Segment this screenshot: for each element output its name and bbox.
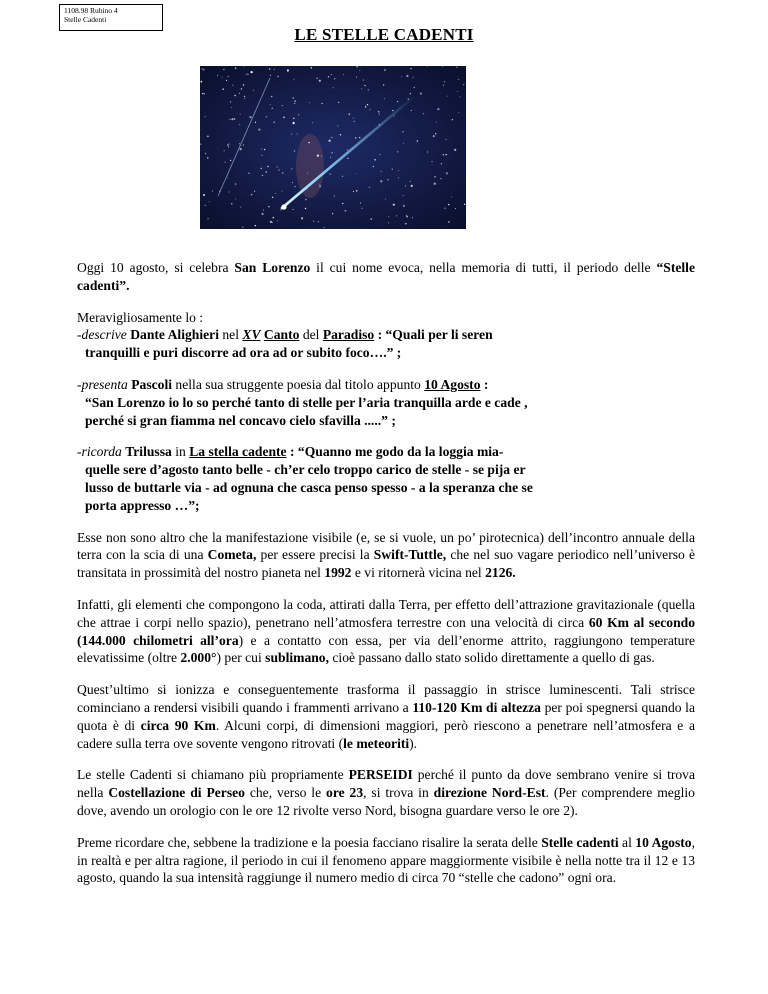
- star: [451, 196, 452, 197]
- star: [401, 76, 402, 77]
- pascoli-verse-1: “San Lorenzo io lo so perché tanto di stelle per l’aria tranquilla arde e cade ,: [85, 394, 528, 410]
- trilussa-quote-paragraph: -ricorda Trilussa in La stella cadente : “Quanno me godo da la loggia mia- quelle sere d’agosto tanto belle - ch’er celo troppo carico de stelle - se pija er lusso de buttarle via - ad ognuna che casca penso spesso - a la speranza che se porta appresso …”;: [77, 444, 533, 513]
- comet-paragraph: Esse non sono altro che la manifestazione visibile (e, se si vuole, un po’ pirotecnica) dell’incontro annuale della terra con la scia di una Cometa, per essere precisi la Swift-Tuttle, che nel suo vagare periodico nell’universo è transitata in prossimità del nostro pianeta nel 1992 e vi ritornerà vicina nel 2126.: [77, 529, 696, 581]
- star: [275, 193, 276, 194]
- star: [360, 202, 361, 203]
- star: [355, 137, 357, 139]
- star: [452, 119, 453, 120]
- pascoli-quote-paragraph: -presenta Pascoli nella sua struggente poesia dal titolo appunto 10 Agosto : “San Lorenzo io lo so perché tanto di stelle per l’aria tranquilla arde e cade , perché si gran fiamma nel concavo cielo sfavilla .....” ;: [77, 376, 528, 428]
- star: [272, 197, 273, 198]
- star: [334, 78, 335, 79]
- star: [345, 210, 346, 211]
- star: [349, 113, 350, 114]
- star: [231, 203, 232, 204]
- star: [244, 96, 245, 97]
- star: [305, 199, 306, 200]
- star: [240, 207, 241, 208]
- star: [301, 217, 303, 219]
- star: [282, 105, 283, 106]
- star: [398, 177, 399, 178]
- star: [248, 172, 249, 173]
- star: [243, 84, 245, 86]
- closing-paragraph: Preme ricordare che, sebbene la tradizione e la poesia facciano risalire la serata delle Stelle cadenti al 10 Agosto, in realtà e per altra ragione, il periodo in cui il fenomeno appare maggiormente visibile è nella notte tra il 12 e 13 agosto, quando la sua intensità raggiunge il numero medio di circa 70 “stelle che cadono” ogni ora.: [77, 834, 695, 886]
- star: [306, 189, 307, 190]
- star: [374, 159, 376, 161]
- star: [270, 75, 271, 76]
- star: [229, 143, 230, 144]
- star: [364, 85, 365, 86]
- star: [356, 173, 357, 174]
- star: [398, 170, 399, 171]
- star: [258, 129, 260, 131]
- star: [235, 67, 237, 69]
- star: [228, 192, 229, 193]
- star: [411, 110, 412, 111]
- star: [246, 73, 248, 75]
- star: [294, 103, 295, 104]
- star: [224, 150, 225, 151]
- star: [379, 154, 380, 155]
- star: [229, 119, 230, 120]
- star: [433, 135, 435, 137]
- star: [294, 186, 295, 187]
- star: [413, 77, 414, 78]
- star: [227, 144, 229, 146]
- dante-quote-paragraph: Meravigliosamente lo : -descrive Dante Alighieri nel XV Canto del Paradiso : “Quali per li seren tranquilli e puri discorre ad ora ad or subito foco….” ;: [77, 309, 493, 361]
- star: [396, 215, 397, 216]
- star: [205, 116, 206, 117]
- star: [328, 76, 329, 77]
- star: [297, 133, 298, 134]
- star: [298, 114, 299, 115]
- star: [359, 70, 360, 71]
- perseidi-paragraph: Le stelle Cadenti si chiamano più propriamente PERSEIDI perché il punto da dove sembrano venire si trova nella Costellazione di Perseo che, verso le ore 23, si trova in direzione Nord-Est. (Per comprendere meglio dove, avendo un orologio con le ore 12 rivolte verso Nord, bisogna guardare verso le ore 2).: [77, 767, 696, 818]
- star: [273, 217, 275, 219]
- star: [434, 176, 436, 178]
- star: [307, 173, 308, 174]
- reference-subject: Stelle Cadenti: [64, 15, 107, 24]
- intro-paragraph: Oggi 10 agosto, si celebra San Lorenzo il cui nome evoca, nella memoria di tutti, il periodo delle “Stelle cadenti”.: [77, 260, 695, 293]
- star: [405, 223, 406, 224]
- star: [381, 171, 382, 172]
- star: [265, 171, 267, 173]
- star: [240, 114, 241, 115]
- star: [463, 84, 464, 85]
- star: [277, 76, 278, 77]
- star: [322, 103, 323, 104]
- star: [291, 168, 292, 169]
- author-trilussa: Trilussa: [125, 444, 172, 460]
- star: [249, 116, 251, 118]
- star: [391, 169, 392, 170]
- star: [388, 216, 389, 217]
- star: [280, 209, 281, 210]
- star: [454, 149, 456, 151]
- star: [417, 140, 419, 142]
- trilussa-verse-1: quelle sere d’agosto tanto belle - ch’er celo troppo carico de stelle - se pija er: [85, 462, 526, 478]
- star: [207, 136, 209, 138]
- star: [231, 118, 233, 120]
- star: [251, 71, 253, 73]
- star: [434, 183, 436, 185]
- meteor-head: [281, 204, 286, 209]
- star: [239, 124, 240, 125]
- star: [316, 78, 317, 79]
- trilussa-verse-2: lusso de buttarle via - ad ognuna che casca penso spesso - a la speranza che se: [85, 479, 533, 495]
- star: [405, 223, 406, 224]
- star: [255, 122, 256, 123]
- star: [329, 140, 331, 142]
- star: [207, 157, 208, 158]
- star: [365, 106, 367, 108]
- star: [342, 176, 343, 177]
- reference-code: 1108.98 Rubino 4: [64, 6, 118, 15]
- star: [308, 142, 309, 143]
- star: [251, 194, 253, 196]
- star: [261, 155, 262, 156]
- star: [278, 169, 279, 170]
- star: [269, 68, 270, 69]
- star: [253, 90, 254, 91]
- star: [200, 144, 201, 145]
- star: [203, 69, 204, 70]
- star: [342, 203, 343, 204]
- star: [319, 80, 321, 82]
- star: [458, 79, 459, 80]
- star: [227, 178, 228, 179]
- star: [373, 166, 374, 167]
- star: [228, 146, 229, 147]
- star: [331, 74, 332, 75]
- star: [312, 122, 313, 123]
- star: [340, 134, 342, 136]
- star: [427, 151, 428, 152]
- star: [436, 122, 437, 123]
- star: [332, 213, 333, 214]
- star: [262, 213, 264, 215]
- star: [324, 227, 325, 228]
- star: [266, 116, 268, 118]
- star: [458, 112, 459, 113]
- night-sky-image: [200, 66, 466, 229]
- star: [367, 104, 368, 105]
- trilussa-verse-3: porta appresso …”;: [85, 497, 200, 513]
- star: [356, 77, 357, 78]
- star: [384, 70, 385, 71]
- star: [444, 208, 445, 209]
- star: [235, 183, 237, 185]
- star: [392, 110, 393, 111]
- star: [356, 190, 357, 191]
- star: [402, 131, 403, 132]
- star: [205, 153, 207, 155]
- star: [271, 96, 272, 97]
- star: [212, 190, 213, 191]
- pascoli-verse-2: perché si gran fiamma nel concavo cielo sfavilla .....” ;: [85, 412, 396, 428]
- star: [448, 221, 449, 222]
- star: [397, 151, 398, 152]
- star: [223, 69, 224, 70]
- star: [221, 77, 222, 78]
- star: [318, 221, 319, 222]
- star: [406, 75, 408, 77]
- star: [447, 96, 448, 97]
- star: [231, 107, 232, 108]
- star: [397, 101, 398, 102]
- star: [363, 80, 364, 81]
- star: [331, 152, 333, 154]
- star: [441, 163, 442, 164]
- star: [263, 210, 264, 211]
- star: [414, 87, 415, 88]
- star: [260, 168, 262, 170]
- star: [203, 194, 205, 196]
- star: [331, 137, 332, 138]
- star: [207, 218, 208, 219]
- star: [445, 139, 446, 140]
- star: [276, 166, 277, 167]
- star: [230, 101, 231, 102]
- star: [305, 208, 306, 209]
- star: [201, 81, 203, 83]
- star: [333, 87, 334, 88]
- star: [226, 80, 227, 81]
- star: [393, 204, 395, 206]
- star: [293, 122, 294, 123]
- star: [440, 178, 441, 179]
- dante-verse: tranquilli e puri discorre ad ora ad or subito foco….” ;: [85, 345, 402, 361]
- star: [347, 158, 348, 159]
- star: [410, 93, 411, 94]
- star: [370, 109, 371, 110]
- star: [319, 184, 320, 185]
- star: [291, 133, 292, 134]
- san-lorenzo: San Lorenzo: [234, 260, 311, 275]
- star: [403, 143, 404, 144]
- star: [423, 113, 424, 114]
- star: [362, 208, 363, 209]
- star: [282, 191, 283, 192]
- star: [270, 221, 272, 223]
- star: [274, 69, 275, 70]
- star: [369, 187, 370, 188]
- star: [319, 186, 321, 188]
- star: [412, 217, 413, 218]
- star: [217, 75, 218, 76]
- star: [272, 222, 273, 223]
- star: [387, 179, 389, 181]
- star: [248, 74, 249, 75]
- star: [338, 102, 340, 104]
- author-pascoli: Pascoli: [131, 376, 173, 392]
- star: [432, 161, 433, 162]
- star: [354, 121, 355, 122]
- star: [242, 227, 243, 228]
- star: [293, 79, 294, 80]
- star: [383, 84, 384, 85]
- star: [239, 143, 240, 144]
- star: [435, 133, 436, 134]
- star: [378, 111, 380, 113]
- star: [385, 199, 386, 200]
- star: [457, 91, 458, 92]
- star: [334, 195, 335, 196]
- star: [343, 74, 344, 75]
- star: [203, 93, 204, 94]
- star: [459, 96, 460, 97]
- star: [411, 185, 413, 187]
- star: [243, 144, 244, 145]
- star: [239, 93, 240, 94]
- star: [437, 108, 439, 110]
- star: [455, 208, 456, 209]
- star: [273, 121, 274, 122]
- star: [384, 98, 385, 99]
- star: [205, 205, 206, 206]
- star: [272, 108, 273, 109]
- star: [230, 160, 231, 161]
- star: [282, 172, 284, 174]
- star: [321, 156, 322, 157]
- star: [255, 225, 256, 226]
- star: [445, 154, 447, 156]
- star: [293, 118, 295, 120]
- star: [202, 68, 203, 69]
- star: [261, 149, 262, 150]
- star: [234, 118, 235, 119]
- star: [361, 88, 362, 89]
- star: [371, 218, 372, 219]
- star: [410, 181, 411, 182]
- star: [240, 148, 242, 150]
- star: [208, 201, 209, 202]
- star: [311, 67, 312, 68]
- star: [456, 67, 457, 68]
- star: [410, 68, 411, 69]
- star: [232, 85, 233, 86]
- star: [330, 173, 331, 174]
- star: [287, 69, 289, 71]
- star: [347, 149, 348, 150]
- star: [292, 97, 293, 98]
- star: [446, 172, 448, 174]
- star: [228, 76, 229, 77]
- star: [365, 107, 366, 108]
- star: [443, 84, 444, 85]
- star: [241, 88, 242, 89]
- star: [225, 161, 226, 162]
- star: [443, 154, 444, 155]
- star: [283, 117, 285, 119]
- star: [235, 199, 236, 200]
- author-dante: Dante Alighieri: [130, 327, 219, 343]
- star: [244, 98, 245, 99]
- star: [337, 125, 338, 126]
- article-body: [77, 259, 695, 901]
- star: [448, 204, 449, 205]
- star: [353, 191, 354, 192]
- star: [406, 215, 407, 216]
- star: [268, 167, 269, 168]
- star: [388, 222, 389, 223]
- star: [294, 150, 295, 151]
- star: [403, 205, 405, 207]
- star: [293, 209, 294, 210]
- star: [222, 88, 224, 90]
- star: [368, 89, 369, 90]
- physics-paragraph: Infatti, gli elementi che compongono la coda, attirati dalla Terra, per effetto dell’attrazione gravitazionale (quella che attrae i corpi nello spazio), penetrano nell’atmosfera terrestre con una velocità di circa 60 Km al secondo (144.000 chilometri all’ora) e a contatto con essa, per via dell’enorme attrito, raggiungono temperature elevatissime (oltre 2.000°) per cui sublimano, cioè passano dallo stato solido direttamente a quello di gas.: [77, 596, 695, 666]
- star: [268, 206, 269, 207]
- page-title: LE STELLE CADENTI: [294, 25, 474, 44]
- stelle-cadenti-term: “Stelle cadenti”.: [77, 260, 695, 293]
- ionization-paragraph: Quest’ultimo si ionizza e conseguentemente trasforma il passaggio in strisce luminescenti. Tali strisce cominciano a rendersi visibili quando i frammenti arrivano a 110-120 Km di altezza per poi spegnersi quando la quota è di circa 90 Km. Alcuni corpi, di dimensioni maggiori, però riescono a penetrare nell’atmosfera e a cadere sulla terra ove sovente vengono ritrovati (le meteoriti).: [77, 682, 695, 751]
- star: [264, 149, 266, 151]
- star: [277, 220, 278, 221]
- star: [292, 182, 293, 183]
- star: [317, 155, 319, 157]
- star: [202, 93, 203, 94]
- star: [254, 191, 255, 192]
- star: [352, 118, 353, 119]
- star: [403, 195, 404, 196]
- star: [330, 157, 331, 158]
- star: [313, 220, 315, 222]
- meteor-photo: [200, 66, 466, 229]
- star: [420, 92, 422, 94]
- star: [379, 114, 380, 115]
- star: [294, 100, 295, 101]
- star: [234, 95, 236, 97]
- star: [405, 186, 406, 187]
- star: [309, 102, 310, 103]
- star: [262, 175, 263, 176]
- star: [444, 81, 445, 82]
- star: [464, 204, 465, 205]
- star: [380, 180, 382, 182]
- star: [270, 104, 271, 105]
- star: [359, 137, 360, 138]
